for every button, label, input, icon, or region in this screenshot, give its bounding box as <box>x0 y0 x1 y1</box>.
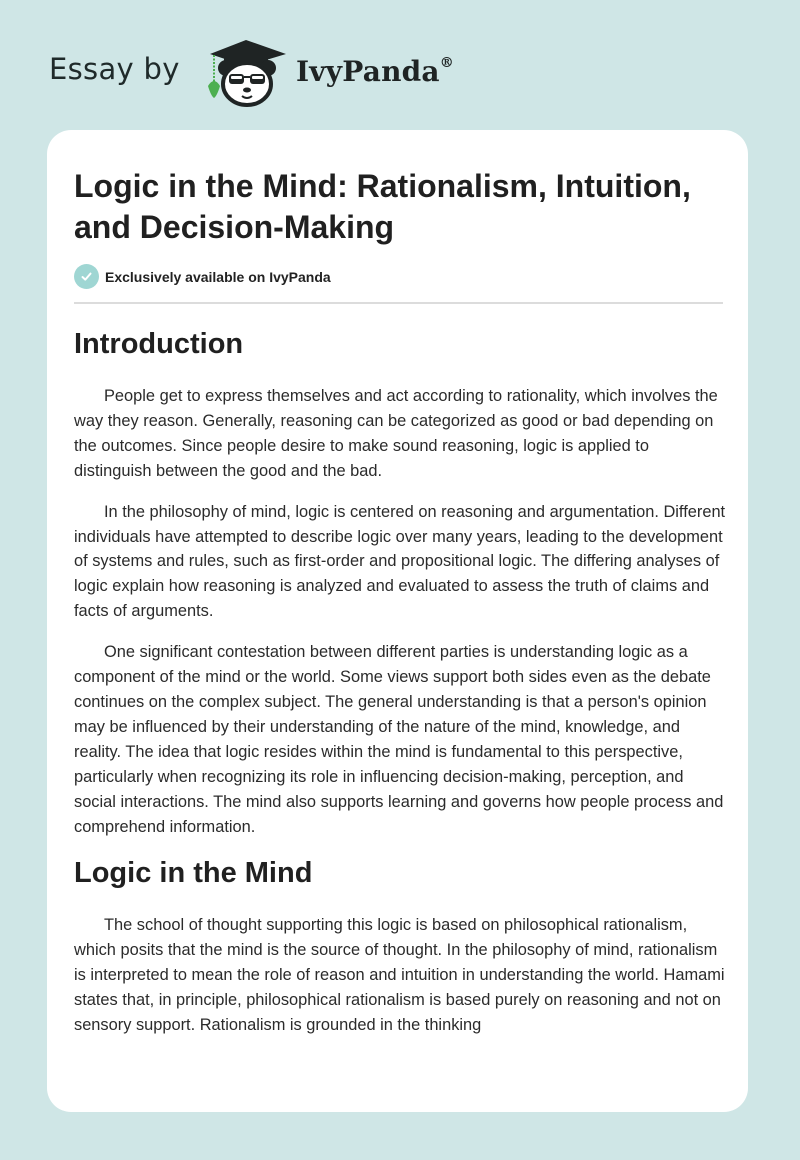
paragraph: People get to express themselves and act according to rationality, which involves the way they reason. Generally, reasoning can be categorized as good or bad depending on the outcomes. Since people desire to make sound reasoning, logic is applied to distinguish between the good and the bad. <box>74 387 718 480</box>
section-heading: Logic in the Mind <box>74 857 313 890</box>
section-heading: Introduction <box>74 328 244 360</box>
page-title: Logic in the Mind: Rationalism, Intuition, and Decision-Making <box>74 168 691 245</box>
exclusive-badge <box>74 264 331 289</box>
divider <box>74 302 723 304</box>
site-header <box>0 0 800 130</box>
paragraph: One significant contestation between different parties is understanding logic as a component of the mind or the world. Some views support both sides even as the debate continues on the complex subject. The general understanding is that a person's opinion may be influenced by their understanding of the nature of the mind, knowledge, and reality. The idea that logic resides within the mind is fundamental to this perspective, particularly when recognizing its role in influencing decision-making, perception, and social interactions. The mind also supports learning and governs how people process and comprehend information. <box>74 643 724 836</box>
section-introduction <box>74 326 726 839</box>
exclusive-text: Exclusively available on IvyPanda <box>105 268 331 285</box>
paragraph: In the philosophy of mind, logic is centered on reasoning and argumentation. Different individuals have attempted to describe logic over many years, leading to the development of systems and rules, such as first-order and propositional logic. The differing analyses of logic explain how reasoning is analyzed and evaluated to assess the truth of claims and facts of arguments. <box>74 502 726 621</box>
paragraph: The school of thought supporting this logic is based on philosophical rationalism, which posits that the mind is the source of thought. In the philosophy of mind, rationalism is interpreted to mean the role of reason and intuition in understanding the world. Hamami states that, in principle, philosophical rationalism is based purely on reasoning and not on sensory support. Rationalism is grounded in the thinking <box>74 916 725 1035</box>
essay-card <box>47 130 748 1112</box>
registered-mark: ® <box>439 54 454 71</box>
brand-text: IvyPanda <box>296 55 440 88</box>
section-logic-in-the-mind <box>74 855 726 1038</box>
article-body <box>74 326 726 1054</box>
panda-graduate-logo-icon[interactable] <box>202 36 290 108</box>
check-circle-icon <box>74 264 99 289</box>
essay-by-label: Essay by <box>49 52 180 86</box>
brand-name[interactable] <box>296 55 454 88</box>
